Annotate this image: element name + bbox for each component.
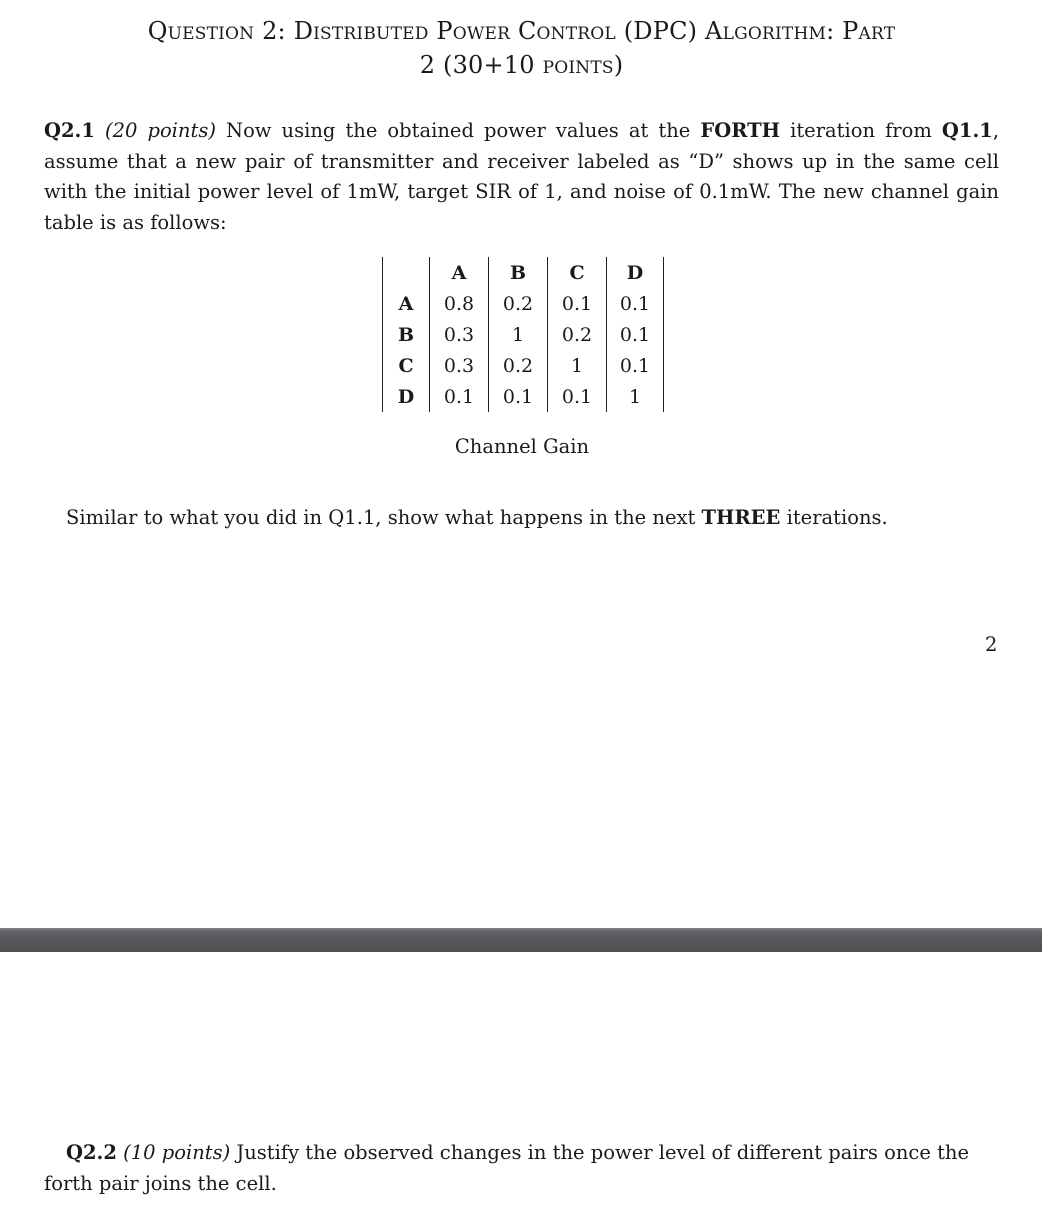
q2-1-bold-ref: Q1.1: [941, 119, 993, 142]
table-corner-cell: [383, 257, 430, 288]
instruction-part-1: Similar to what you did in Q1.1, show what happens in the next: [66, 506, 696, 529]
q2-2-text: Justify the observed changes in the power level of different pairs once the forth pair joins the cell.: [44, 1141, 970, 1195]
cell-d-c: 0.1: [548, 381, 607, 412]
cell-a-a: 0.8: [430, 288, 489, 319]
page-number: 2: [985, 633, 998, 656]
cell-d-a: 0.1: [430, 381, 489, 412]
instruction-part-2: iterations.: [786, 506, 888, 529]
title-question-label: Question 2:: [147, 17, 286, 45]
page-divider-highlight: [0, 928, 1042, 930]
cell-a-c: 0.1: [548, 288, 607, 319]
cell-b-c: 0.2: [548, 319, 607, 350]
q2-1-points: (20 points): [104, 119, 216, 142]
cell-a-b: 0.2: [489, 288, 548, 319]
row-header-c: C: [383, 350, 430, 381]
page-divider: [0, 928, 1042, 952]
q2-2-points: (10 points): [123, 1141, 231, 1164]
instruction-text: [66, 503, 888, 533]
cell-d-d: 1: [607, 381, 664, 412]
row-header-d: D: [383, 381, 430, 412]
q2-1-label: Q2.1: [44, 119, 95, 142]
table-row-b: [383, 319, 664, 350]
cell-d-b: 0.1: [489, 381, 548, 412]
cell-c-d: 0.1: [607, 350, 664, 381]
cell-c-b: 0.2: [489, 350, 548, 381]
cell-b-b: 1: [489, 319, 548, 350]
q2-1-text-3: , assume that a new pair of transmitter and receiver labeled as “D” shows up in the same cell with the initial power level of 1mW, target SIR of 1, and noise of 0.1mW. The new channel gain table is as follows:: [44, 119, 1000, 234]
instruction-bold-three: THREE: [701, 506, 781, 529]
table-caption: Channel Gain: [454, 435, 590, 458]
cell-c-c: 1: [548, 350, 607, 381]
question-title: [44, 14, 999, 82]
q2-1-text-1: Now using the obtained power values at the: [226, 119, 691, 142]
cell-b-a: 0.3: [430, 319, 489, 350]
title-topic: Distributed Power Control (DPC) Algorithm: Part: [293, 17, 896, 45]
title-line-2: 2 (30+10 points): [419, 51, 624, 79]
col-header-a: A: [430, 257, 489, 288]
col-header-c: C: [548, 257, 607, 288]
q2-1-bold-forth: FORTH: [700, 119, 781, 142]
q2-1-paragraph: [44, 116, 999, 238]
cell-b-d: 0.1: [607, 319, 664, 350]
table-row-a: [383, 288, 664, 319]
cell-a-d: 0.1: [607, 288, 664, 319]
q2-1-text-2: iteration from: [790, 119, 932, 142]
col-header-b: B: [489, 257, 548, 288]
row-header-b: B: [383, 319, 430, 350]
table-row-c: [383, 350, 664, 381]
channel-gain-table: [382, 257, 664, 412]
table-row-d: [383, 381, 664, 412]
title-line-1: [44, 14, 999, 48]
q2-2-paragraph: [44, 1138, 1004, 1199]
q2-2-label: Q2.2: [66, 1141, 117, 1164]
col-header-d: D: [607, 257, 664, 288]
table-header-row: [383, 257, 664, 288]
row-header-a: A: [383, 288, 430, 319]
cell-c-a: 0.3: [430, 350, 489, 381]
